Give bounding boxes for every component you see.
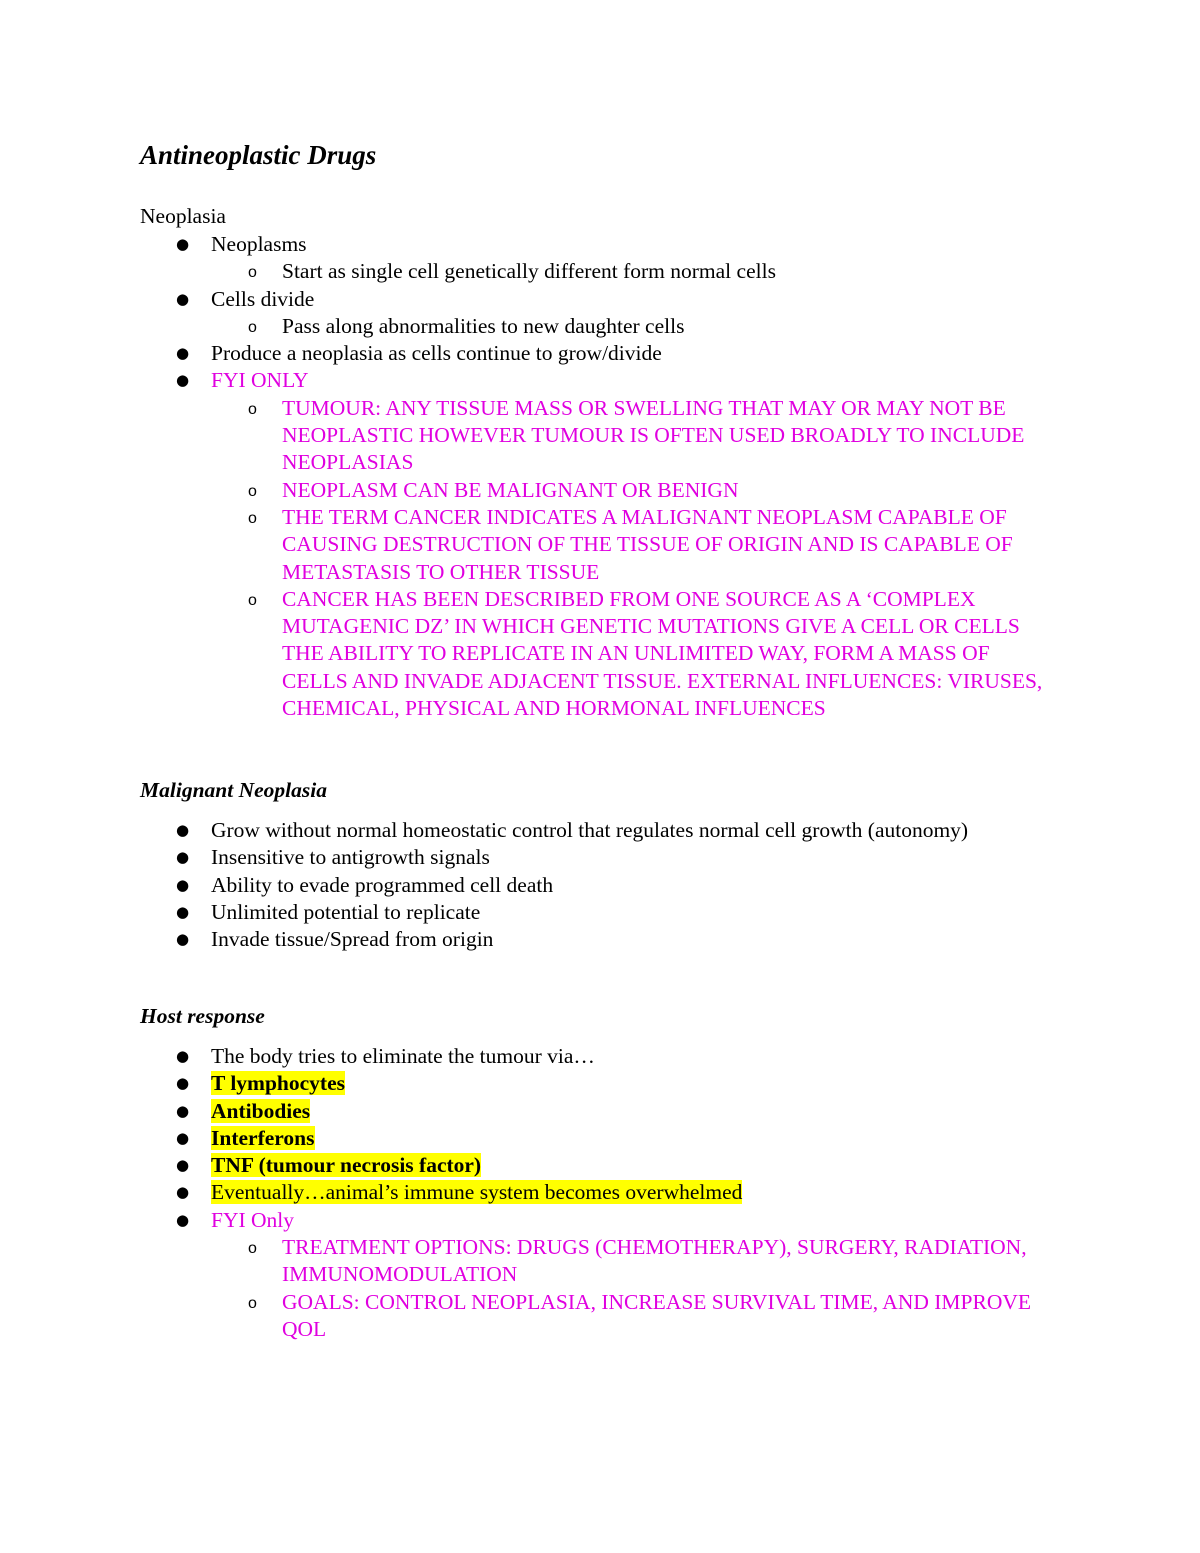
list-item xyxy=(140,1179,1060,1206)
bullet-icon: ● xyxy=(176,235,190,253)
list-item: o THE TERM CANCER INDICATES A MALIGNANT NEOPLASM CAPABLE OF CAUSING DESTRUCTION OF THE TISSUE OF ORIGIN AND IS CAPABLE OF METASTASIS TO OTHER TISSUE xyxy=(248,504,1013,584)
bullet-icon: ● xyxy=(176,902,190,921)
bullet-icon: ● xyxy=(176,848,190,867)
bullet-icon: ● xyxy=(176,1101,190,1120)
document-title: Antineoplastic Drugs xyxy=(140,140,377,170)
bullet-icon: ● xyxy=(176,1128,190,1147)
circle-bullet-icon: o xyxy=(248,1294,257,1312)
highlighted-text: Eventually…animal’s immune system becomes overwhelmed xyxy=(211,1180,743,1205)
host-heading: Host response xyxy=(140,1004,265,1028)
bullet-icon: ● xyxy=(176,344,190,363)
highlighted-term: T lymphocytes xyxy=(211,1071,345,1096)
list-item: o Pass along abnormalities to new daughter cells xyxy=(140,313,1060,340)
malignant-heading: Malignant Neoplasia xyxy=(140,778,327,802)
list-item: o CANCER HAS BEEN DESCRIBED FROM ONE SOURCE AS A ‘COMPLEX MUTAGENIC DZ’ IN WHICH GENETIC MUTATIONS GIVE A CELL OR CELLS THE ABILITY TO REPLICATE IN AN UNLIMITED WAY, FORM A MASS OF CELLS AND INVADE ADJACENT TISSUE. EXTERNAL INFLUENCES: VIRUSES, CHEMICAL, PHYSICAL AND HORMONAL INFLUENCES xyxy=(248,586,1043,721)
list-item: ● FYI ONLY xyxy=(140,367,1060,394)
highlighted-term: TNF (tumour necrosis factor) xyxy=(211,1153,482,1178)
bullet-icon: ● xyxy=(176,875,190,894)
host-list xyxy=(140,1043,1060,1343)
list-item: ● Produce a neoplasia as cells continue to grow/divide xyxy=(140,340,1060,367)
list-item: o Start as single cell genetically different form normal cells xyxy=(140,258,1060,285)
bullet-icon: ● xyxy=(176,1210,190,1229)
circle-bullet-icon: o xyxy=(248,591,257,609)
circle-bullet-icon: o xyxy=(248,509,257,527)
highlighted-term: Interferons xyxy=(211,1125,315,1150)
list-item: ● Cells divide xyxy=(140,286,1060,313)
list-item: ● Invade tissue/Spread from origin xyxy=(140,926,1060,953)
circle-bullet-icon: o xyxy=(248,318,257,336)
circle-bullet-icon: o xyxy=(248,264,257,282)
bullet-icon: ● xyxy=(176,930,190,949)
circle-bullet-icon: o xyxy=(248,400,257,418)
list-item: o TUMOUR: ANY TISSUE MASS OR SWELLING THAT MAY OR MAY NOT BE NEOPLASTIC HOWEVER TUMOUR IS OFTEN USED BROADLY TO INCLUDE NEOPLASIAS xyxy=(248,395,1025,475)
list-item: ● Unlimited potential to replicate xyxy=(140,899,1060,926)
bullet-icon: ● xyxy=(176,1156,190,1175)
list-item: ● Neoplasms xyxy=(140,231,1060,258)
neoplasia-list xyxy=(140,231,1060,722)
list-item: o GOALS: CONTROL NEOPLASIA, INCREASE SURVIVAL TIME, AND IMPROVE QOL xyxy=(248,1289,1032,1341)
bullet-icon: ● xyxy=(176,289,190,308)
list-item xyxy=(140,1125,1060,1152)
list-item xyxy=(140,1070,1060,1097)
neoplasia-heading: Neoplasia xyxy=(140,204,226,228)
circle-bullet-icon: o xyxy=(248,482,257,500)
list-item: ● Grow without normal homeostatic control that regulates normal cell growth (autonomy) xyxy=(140,817,1060,844)
list-item: ● FYI Only xyxy=(140,1207,1060,1234)
bullet-icon: ● xyxy=(176,821,190,839)
list-item: ● Ability to evade programmed cell death xyxy=(140,872,1060,899)
list-item: ● Insensitive to antigrowth signals xyxy=(140,844,1060,871)
list-item: ● The body tries to eliminate the tumour via… xyxy=(140,1043,1060,1070)
bullet-icon: ● xyxy=(176,1183,190,1202)
bullet-icon: ● xyxy=(176,1047,190,1065)
list-item xyxy=(140,1098,1060,1125)
circle-bullet-icon: o xyxy=(248,1240,257,1258)
list-item: o TREATMENT OPTIONS: DRUGS (CHEMOTHERAPY), SURGERY, RADIATION, IMMUNOMODULATION xyxy=(248,1235,1027,1287)
malignant-list xyxy=(140,817,1060,953)
list-item xyxy=(140,1152,1060,1179)
bullet-icon: ● xyxy=(176,371,190,390)
bullet-icon: ● xyxy=(176,1074,190,1093)
highlighted-term: Antibodies xyxy=(211,1098,311,1123)
list-item: o NEOPLASM CAN BE MALIGNANT OR BENIGN xyxy=(140,477,1060,504)
